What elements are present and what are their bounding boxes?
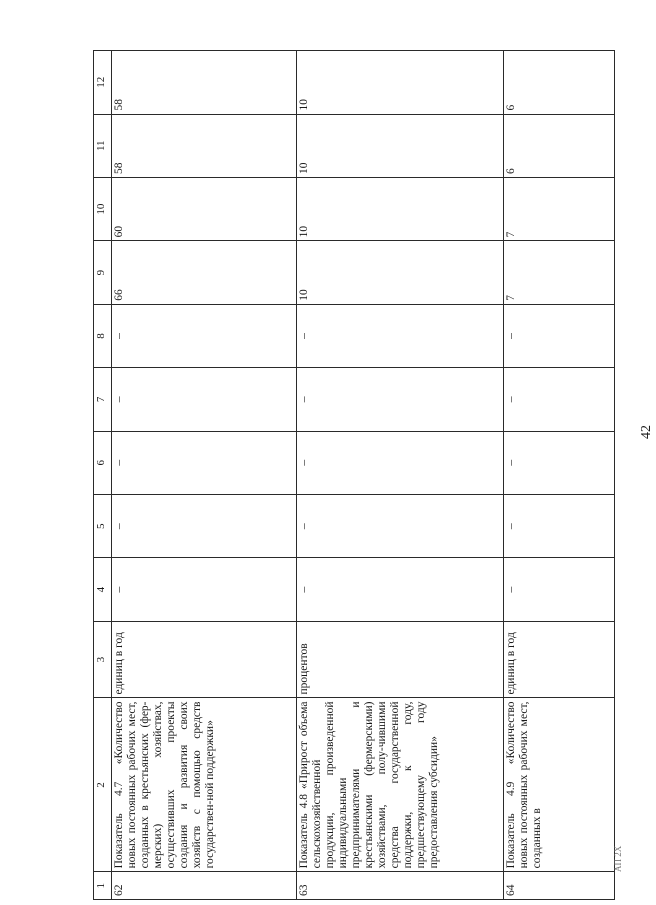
value-cell: – bbox=[111, 304, 297, 367]
value-cell: 10 bbox=[297, 177, 503, 240]
value-cell: – bbox=[111, 558, 297, 621]
table-row bbox=[297, 51, 503, 900]
value-cell: 10 bbox=[297, 241, 503, 304]
header-cell: 7 bbox=[94, 368, 112, 431]
value-cell: 10 bbox=[297, 114, 503, 177]
header-cell: 12 bbox=[94, 51, 112, 115]
value-cell: 58 bbox=[111, 114, 297, 177]
table-row bbox=[111, 51, 297, 900]
value-cell: 10 bbox=[297, 51, 503, 115]
value-cell: – bbox=[503, 368, 614, 431]
value-cell: 58 bbox=[111, 51, 297, 115]
unit-cell: единиц в год bbox=[503, 621, 614, 698]
row-number-cell: 64 bbox=[503, 872, 614, 900]
indicator-name-cell: Показатель 4.8 «Прирост объема сельскохозяйственной продукции, произведенной индивидуальными предпринимателями и крестьянскими (фермерскими) хозяйствами, полу-чившими средства государственной поддержки, к году, предшествующему году предоставления субсидии» bbox=[297, 698, 503, 872]
header-cell: 10 bbox=[94, 177, 112, 240]
value-cell: 66 bbox=[111, 241, 297, 304]
value-cell: – bbox=[503, 431, 614, 494]
indicator-name-cell: Показатель 4.9 «Количество новых постоянных рабочих мест, созданных в bbox=[503, 698, 614, 872]
value-cell: – bbox=[297, 558, 503, 621]
header-cell: 1 bbox=[94, 872, 112, 900]
header-cell: 4 bbox=[94, 558, 112, 621]
value-cell: 60 bbox=[111, 177, 297, 240]
header-cell: 6 bbox=[94, 431, 112, 494]
value-cell: – bbox=[503, 558, 614, 621]
value-cell: – bbox=[297, 304, 503, 367]
value-cell: – bbox=[503, 304, 614, 367]
unit-cell: процентов bbox=[297, 621, 503, 698]
value-cell: – bbox=[111, 368, 297, 431]
unit-cell: единиц в год bbox=[111, 621, 297, 698]
row-number-cell: 63 bbox=[297, 872, 503, 900]
header-cell: 9 bbox=[94, 241, 112, 304]
value-cell: 7 bbox=[503, 177, 614, 240]
value-cell: – bbox=[297, 368, 503, 431]
page-number: 42 bbox=[639, 425, 654, 439]
table-header-row bbox=[94, 51, 112, 900]
value-cell: – bbox=[111, 431, 297, 494]
footer-code: АП 2Х bbox=[613, 845, 623, 872]
header-cell: 3 bbox=[94, 621, 112, 698]
value-cell: – bbox=[111, 494, 297, 557]
header-cell: 2 bbox=[94, 698, 112, 872]
table-row bbox=[503, 51, 614, 900]
value-cell: 6 bbox=[503, 114, 614, 177]
row-number-cell: 62 bbox=[111, 872, 297, 900]
header-cell: 5 bbox=[94, 494, 112, 557]
value-cell: – bbox=[297, 494, 503, 557]
indicator-name-cell: Показатель 4.7 «Количество новых постоянных рабочих мест, созданных в крестьянских (фер-мерских) хозяйствах, осуществивших проекты создания и развития своих хозяйств с помощью средств государствен-ной поддержки» bbox=[111, 698, 297, 872]
header-cell: 8 bbox=[94, 304, 112, 367]
value-cell: – bbox=[503, 494, 614, 557]
value-cell: – bbox=[297, 431, 503, 494]
header-cell: 11 bbox=[94, 114, 112, 177]
indicator-table bbox=[93, 50, 615, 900]
value-cell: 6 bbox=[503, 51, 614, 115]
value-cell: 7 bbox=[503, 241, 614, 304]
